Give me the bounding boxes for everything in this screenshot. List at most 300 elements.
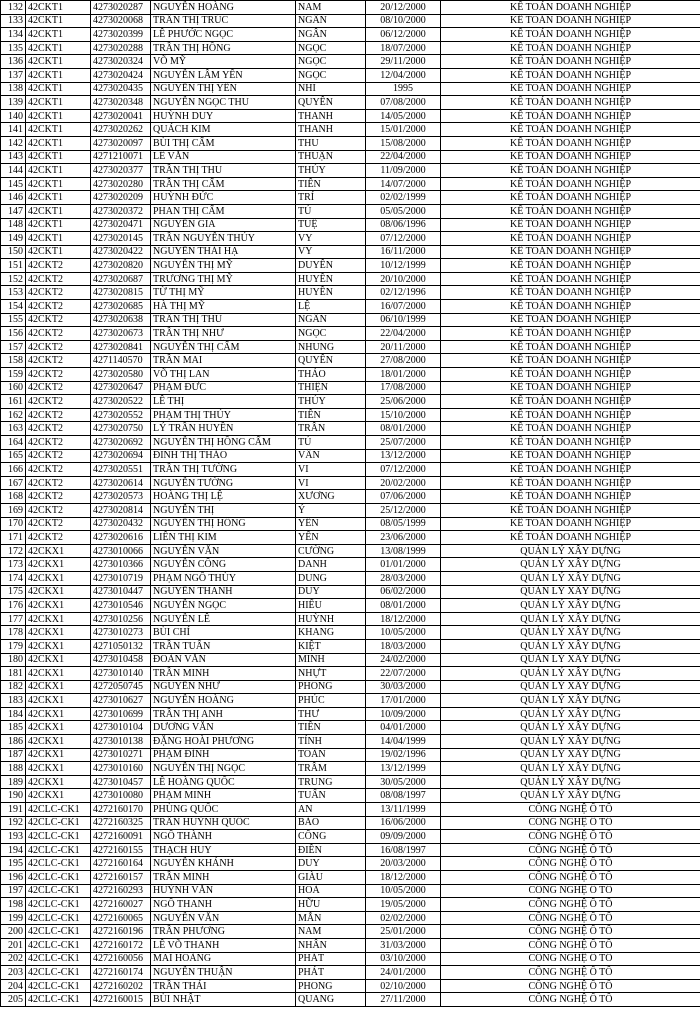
student-id-cell: 4273010719 — [91, 571, 151, 585]
first-name-cell: KIỆT — [296, 639, 366, 653]
birth-date-cell: 02/02/2000 — [366, 911, 441, 925]
birth-date-cell: 27/08/2000 — [366, 354, 441, 368]
class-code-cell: 42CKT2 — [26, 422, 91, 436]
major-cell: QUẢN LÝ XÂY DỰNG — [441, 762, 700, 776]
student-id-cell: 4273020647 — [91, 381, 151, 395]
student-id-cell: 4273020287 — [91, 1, 151, 15]
student-id-cell: 4272160056 — [91, 952, 151, 966]
first-name-cell: TUỆ — [296, 218, 366, 232]
major-cell: QUẢN LÝ XÂY DỰNG — [441, 544, 700, 558]
class-code-cell: 42CLC-CK1 — [26, 816, 91, 830]
table-row — [1, 368, 700, 382]
first-name-cell: YẾN — [296, 531, 366, 545]
major-cell: QUẢN LÝ XÂY DỰNG — [441, 612, 700, 626]
student-id-cell: 4273020692 — [91, 436, 151, 450]
student-id-cell: 4273010447 — [91, 585, 151, 599]
last-middle-name-cell: TRẦN THỊ THU — [151, 313, 296, 327]
first-name-cell: NGÂN — [296, 28, 366, 42]
major-cell: CÔNG NGHỆ Ô TÔ — [441, 993, 700, 1007]
birth-date-cell: 29/11/2000 — [366, 55, 441, 69]
first-name-cell: TIÊN — [296, 177, 366, 191]
student-id-cell: 4273020435 — [91, 82, 151, 96]
row-number-cell: 147 — [1, 204, 26, 218]
birth-date-cell: 06/02/2000 — [366, 585, 441, 599]
student-id-cell: 4273010273 — [91, 626, 151, 640]
table-row — [1, 721, 700, 735]
student-id-cell: 4273010066 — [91, 544, 151, 558]
birth-date-cell: 12/04/2000 — [366, 68, 441, 82]
birth-date-cell: 17/08/2000 — [366, 381, 441, 395]
class-code-cell: 42CKT1 — [26, 96, 91, 110]
birth-date-cell: 18/12/2000 — [366, 871, 441, 885]
class-code-cell: 42CKT2 — [26, 503, 91, 517]
table-row — [1, 28, 700, 42]
table-row — [1, 313, 700, 327]
last-middle-name-cell: TRƯƠNG THỊ MỸ — [151, 272, 296, 286]
table-row — [1, 204, 700, 218]
birth-date-cell: 03/10/2000 — [366, 952, 441, 966]
first-name-cell: THIỆN — [296, 381, 366, 395]
major-cell: KẾ TOÁN DOANH NGHIỆP — [441, 517, 700, 531]
first-name-cell: VY — [296, 245, 366, 259]
first-name-cell: AN — [296, 803, 366, 817]
row-number-cell: 182 — [1, 680, 26, 694]
table-row — [1, 150, 700, 164]
last-middle-name-cell: NGUYỄN GIA — [151, 218, 296, 232]
student-id-cell: 4273020262 — [91, 123, 151, 137]
last-middle-name-cell: NGUYỄN VĂN — [151, 911, 296, 925]
last-middle-name-cell: PHẠM THỊ THÚY — [151, 408, 296, 422]
row-number-cell: 139 — [1, 96, 26, 110]
major-cell: QUẢN LÝ XÂY DỰNG — [441, 585, 700, 599]
class-code-cell: 42CLC-CK1 — [26, 898, 91, 912]
first-name-cell: MINH — [296, 653, 366, 667]
student-id-cell: 4273010104 — [91, 721, 151, 735]
major-cell: QUẢN LÝ XÂY DỰNG — [441, 748, 700, 762]
first-name-cell: PHÁT — [296, 952, 366, 966]
row-number-cell: 136 — [1, 55, 26, 69]
birth-date-cell: 31/03/2000 — [366, 938, 441, 952]
major-cell: CÔNG NGHỆ Ô TÔ — [441, 952, 700, 966]
table-row — [1, 830, 700, 844]
birth-date-cell: 02/10/2000 — [366, 979, 441, 993]
major-cell: CÔNG NGHỆ Ô TÔ — [441, 884, 700, 898]
student-id-cell: 4272160065 — [91, 911, 151, 925]
table-row — [1, 408, 700, 422]
first-name-cell: KHANG — [296, 626, 366, 640]
major-cell: QUẢN LÝ XÂY DỰNG — [441, 707, 700, 721]
last-middle-name-cell: PHÙNG QUỐC — [151, 803, 296, 817]
student-id-cell: 4273020209 — [91, 191, 151, 205]
table-row — [1, 979, 700, 993]
table-row — [1, 925, 700, 939]
student-id-cell: 4273020041 — [91, 109, 151, 123]
table-row — [1, 503, 700, 517]
major-cell: KẾ TOÁN DOANH NGHIỆP — [441, 204, 700, 218]
class-code-cell: 42CLC-CK1 — [26, 966, 91, 980]
table-row — [1, 109, 700, 123]
last-middle-name-cell: LÝ TRẦN HUYỀN — [151, 422, 296, 436]
major-cell: KẾ TOÁN DOANH NGHIỆP — [441, 340, 700, 354]
last-middle-name-cell: BÙI NHẬT — [151, 993, 296, 1007]
student-id-cell: 4273020551 — [91, 463, 151, 477]
first-name-cell: THÚY — [296, 395, 366, 409]
major-cell: KẾ TOÁN DOANH NGHIỆP — [441, 300, 700, 314]
row-number-cell: 177 — [1, 612, 26, 626]
major-cell: KẾ TOÁN DOANH NGHIỆP — [441, 245, 700, 259]
table-row — [1, 177, 700, 191]
student-id-cell: 4273010458 — [91, 653, 151, 667]
last-middle-name-cell: NGÔ THÀNH — [151, 830, 296, 844]
class-code-cell: 42CKT2 — [26, 436, 91, 450]
first-name-cell: Ý — [296, 503, 366, 517]
class-code-cell: 42CKX1 — [26, 735, 91, 749]
first-name-cell: THU — [296, 136, 366, 150]
row-number-cell: 137 — [1, 68, 26, 82]
student-id-cell: 4273010457 — [91, 775, 151, 789]
last-middle-name-cell: TRẦN THỊ TRÚC — [151, 14, 296, 28]
first-name-cell: LỆ — [296, 300, 366, 314]
last-middle-name-cell: NGUYỄN THỊ HỒNG CẨM — [151, 436, 296, 450]
first-name-cell: NHUNG — [296, 340, 366, 354]
last-middle-name-cell: LÊ THỊ — [151, 395, 296, 409]
birth-date-cell: 18/12/2000 — [366, 612, 441, 626]
student-id-cell: 4271140570 — [91, 354, 151, 368]
table-row — [1, 680, 700, 694]
row-number-cell: 191 — [1, 803, 26, 817]
first-name-cell: HUYỀN — [296, 272, 366, 286]
table-row — [1, 993, 700, 1007]
major-cell: KẾ TOÁN DOANH NGHIỆP — [441, 395, 700, 409]
table-row — [1, 558, 700, 572]
table-row — [1, 259, 700, 273]
birth-date-cell: 20/12/2000 — [366, 1, 441, 15]
table-row — [1, 164, 700, 178]
first-name-cell: DUNG — [296, 571, 366, 585]
birth-date-cell: 13/12/2000 — [366, 449, 441, 463]
student-id-cell: 4273020399 — [91, 28, 151, 42]
birth-date-cell: 16/08/1997 — [366, 843, 441, 857]
student-id-cell: 4273010271 — [91, 748, 151, 762]
major-cell: KẾ TOÁN DOANH NGHIỆP — [441, 408, 700, 422]
major-cell: CÔNG NGHỆ Ô TÔ — [441, 803, 700, 817]
table-row — [1, 871, 700, 885]
row-number-cell: 186 — [1, 735, 26, 749]
birth-date-cell: 07/06/2000 — [366, 490, 441, 504]
student-id-cell: 4273020616 — [91, 531, 151, 545]
last-middle-name-cell: LÊ VĂN — [151, 150, 296, 164]
student-id-cell: 4273020372 — [91, 204, 151, 218]
student-id-cell: 4273020841 — [91, 340, 151, 354]
student-id-cell: 4273020432 — [91, 517, 151, 531]
table-row — [1, 422, 700, 436]
student-id-cell: 4273010256 — [91, 612, 151, 626]
birth-date-cell: 19/05/2000 — [366, 898, 441, 912]
major-cell: KẾ TOÁN DOANH NGHIỆP — [441, 150, 700, 164]
last-middle-name-cell: DƯƠNG VĂN — [151, 721, 296, 735]
major-cell: QUẢN LÝ XÂY DỰNG — [441, 639, 700, 653]
table-row — [1, 517, 700, 531]
student-id-cell: 4273020288 — [91, 41, 151, 55]
row-number-cell: 187 — [1, 748, 26, 762]
birth-date-cell: 25/06/2000 — [366, 395, 441, 409]
row-number-cell: 162 — [1, 408, 26, 422]
last-middle-name-cell: NGUYỄN THANH — [151, 585, 296, 599]
first-name-cell: PHÚC — [296, 694, 366, 708]
birth-date-cell: 14/04/1999 — [366, 735, 441, 749]
birth-date-cell: 15/01/2000 — [366, 123, 441, 137]
birth-date-cell: 08/08/1997 — [366, 789, 441, 803]
table-row — [1, 96, 700, 110]
class-code-cell: 42CKT1 — [26, 245, 91, 259]
class-code-cell: 42CLC-CK1 — [26, 925, 91, 939]
table-row — [1, 898, 700, 912]
table-row — [1, 585, 700, 599]
birth-date-cell: 02/12/1996 — [366, 286, 441, 300]
first-name-cell: PHONG — [296, 680, 366, 694]
class-code-cell: 42CKT1 — [26, 55, 91, 69]
row-number-cell: 199 — [1, 911, 26, 925]
table-row — [1, 884, 700, 898]
first-name-cell: QUYÊN — [296, 96, 366, 110]
class-code-cell: 42CKT2 — [26, 272, 91, 286]
class-code-cell: 42CKX1 — [26, 571, 91, 585]
class-code-cell: 42CKT2 — [26, 490, 91, 504]
last-middle-name-cell: NGUYỄN LÊ — [151, 612, 296, 626]
row-number-cell: 203 — [1, 966, 26, 980]
table-row — [1, 707, 700, 721]
row-number-cell: 145 — [1, 177, 26, 191]
class-code-cell: 42CKX1 — [26, 680, 91, 694]
row-number-cell: 184 — [1, 707, 26, 721]
birth-date-cell: 16/11/2000 — [366, 245, 441, 259]
class-code-cell: 42CKT2 — [26, 313, 91, 327]
table-row — [1, 14, 700, 28]
major-cell: KẾ TOÁN DOANH NGHIỆP — [441, 381, 700, 395]
student-id-cell: 4273010140 — [91, 667, 151, 681]
row-number-cell: 196 — [1, 871, 26, 885]
first-name-cell: HUỲNH — [296, 612, 366, 626]
first-name-cell: YẾN — [296, 517, 366, 531]
major-cell: QUẢN LÝ XÂY DỰNG — [441, 558, 700, 572]
major-cell: KẾ TOÁN DOANH NGHIỆP — [441, 218, 700, 232]
birth-date-cell: 24/01/2000 — [366, 966, 441, 980]
class-code-cell: 42CKX1 — [26, 612, 91, 626]
last-middle-name-cell: NGUYỄN HOÀNG — [151, 1, 296, 15]
major-cell: KẾ TOÁN DOANH NGHIỆP — [441, 313, 700, 327]
first-name-cell: GIÀU — [296, 871, 366, 885]
first-name-cell: THẢO — [296, 368, 366, 382]
birth-date-cell: 10/05/2000 — [366, 884, 441, 898]
table-row — [1, 354, 700, 368]
row-number-cell: 174 — [1, 571, 26, 585]
birth-date-cell: 19/02/1996 — [366, 748, 441, 762]
major-cell: KẾ TOÁN DOANH NGHIỆP — [441, 82, 700, 96]
row-number-cell: 178 — [1, 626, 26, 640]
first-name-cell: THƯ — [296, 707, 366, 721]
class-code-cell: 42CKT2 — [26, 286, 91, 300]
major-cell: KẾ TOÁN DOANH NGHIỆP — [441, 1, 700, 15]
row-number-cell: 204 — [1, 979, 26, 993]
student-id-cell: 4271210071 — [91, 150, 151, 164]
major-cell: QUẢN LÝ XÂY DỰNG — [441, 775, 700, 789]
table-row — [1, 232, 700, 246]
row-number-cell: 161 — [1, 395, 26, 409]
birth-date-cell: 25/07/2000 — [366, 436, 441, 450]
first-name-cell: ĐIỀN — [296, 843, 366, 857]
row-number-cell: 156 — [1, 327, 26, 341]
last-middle-name-cell: VÕ MỸ — [151, 55, 296, 69]
class-code-cell: 42CLC-CK1 — [26, 803, 91, 817]
birth-date-cell: 10/09/2000 — [366, 707, 441, 721]
first-name-cell: QUANG — [296, 993, 366, 1007]
class-code-cell: 42CKT1 — [26, 68, 91, 82]
row-number-cell: 157 — [1, 340, 26, 354]
birth-date-cell: 09/09/2000 — [366, 830, 441, 844]
major-cell: CÔNG NGHỆ Ô TÔ — [441, 830, 700, 844]
major-cell: QUẢN LÝ XÂY DỰNG — [441, 571, 700, 585]
last-middle-name-cell: ĐẶNG HOÀI PHƯƠNG — [151, 735, 296, 749]
row-number-cell: 146 — [1, 191, 26, 205]
class-code-cell: 42CLC-CK1 — [26, 993, 91, 1007]
major-cell: KẾ TOÁN DOANH NGHIỆP — [441, 422, 700, 436]
first-name-cell: TRÂM — [296, 762, 366, 776]
class-code-cell: 42CKT1 — [26, 41, 91, 55]
first-name-cell: XƯƠNG — [296, 490, 366, 504]
student-id-cell: 4272160202 — [91, 979, 151, 993]
class-code-cell: 42CKX1 — [26, 762, 91, 776]
row-number-cell: 192 — [1, 816, 26, 830]
student-id-cell: 4273020422 — [91, 245, 151, 259]
major-cell: KẾ TOÁN DOANH NGHIỆP — [441, 531, 700, 545]
last-middle-name-cell: LÊ VÕ THANH — [151, 938, 296, 952]
table-row — [1, 340, 700, 354]
student-id-cell: 4273020522 — [91, 395, 151, 409]
student-id-cell: 4273010546 — [91, 599, 151, 613]
birth-date-cell: 20/11/2000 — [366, 340, 441, 354]
first-name-cell: NGỌC — [296, 327, 366, 341]
last-middle-name-cell: TỪ THỊ MỸ — [151, 286, 296, 300]
last-middle-name-cell: NGUYỄN NGỌC THU — [151, 96, 296, 110]
row-number-cell: 154 — [1, 300, 26, 314]
table-row — [1, 476, 700, 490]
row-number-cell: 179 — [1, 639, 26, 653]
table-row — [1, 449, 700, 463]
last-middle-name-cell: NGUYỄN KHÁNH — [151, 857, 296, 871]
first-name-cell: HIẾU — [296, 599, 366, 613]
student-id-cell: 4273020573 — [91, 490, 151, 504]
last-middle-name-cell: NGUYỄN THỊ — [151, 503, 296, 517]
birth-date-cell: 23/06/2000 — [366, 531, 441, 545]
table-row — [1, 272, 700, 286]
last-middle-name-cell: NGUYỄN VĂN — [151, 544, 296, 558]
birth-date-cell: 14/05/2000 — [366, 109, 441, 123]
student-id-cell: 4273020673 — [91, 327, 151, 341]
birth-date-cell: 22/04/2000 — [366, 327, 441, 341]
major-cell: CÔNG NGHỆ Ô TÔ — [441, 871, 700, 885]
birth-date-cell: 25/12/2000 — [366, 503, 441, 517]
major-cell: KẾ TOÁN DOANH NGHIỆP — [441, 14, 700, 28]
row-number-cell: 188 — [1, 762, 26, 776]
class-code-cell: 42CKT2 — [26, 517, 91, 531]
last-middle-name-cell: TRẦN HUỲNH QUỐC — [151, 816, 296, 830]
student-id-cell: 4273020750 — [91, 422, 151, 436]
first-name-cell: DUY — [296, 857, 366, 871]
class-code-cell: 42CKT2 — [26, 327, 91, 341]
first-name-cell: TÚ — [296, 204, 366, 218]
table-row — [1, 544, 700, 558]
student-id-cell: 4272160027 — [91, 898, 151, 912]
row-number-cell: 164 — [1, 436, 26, 450]
birth-date-cell: 17/01/2000 — [366, 694, 441, 708]
class-code-cell: 42CKX1 — [26, 789, 91, 803]
student-id-cell: 4273020687 — [91, 272, 151, 286]
table-row — [1, 938, 700, 952]
class-code-cell: 42CKT2 — [26, 381, 91, 395]
row-number-cell: 143 — [1, 150, 26, 164]
major-cell: CÔNG NGHỆ Ô TÔ — [441, 925, 700, 939]
table-row — [1, 286, 700, 300]
last-middle-name-cell: NGUYỄN THỊ CẨM — [151, 340, 296, 354]
row-number-cell: 175 — [1, 585, 26, 599]
class-code-cell: 42CLC-CK1 — [26, 938, 91, 952]
last-middle-name-cell: TRẦN NGUYỄN THÚY — [151, 232, 296, 246]
major-cell: KẾ TOÁN DOANH NGHIỆP — [441, 191, 700, 205]
student-id-cell: 4273020348 — [91, 96, 151, 110]
birth-date-cell: 20/03/2000 — [366, 857, 441, 871]
first-name-cell: NGỌC — [296, 41, 366, 55]
row-number-cell: 190 — [1, 789, 26, 803]
class-code-cell: 42CKX1 — [26, 639, 91, 653]
table-row — [1, 911, 700, 925]
class-code-cell: 42CKT2 — [26, 259, 91, 273]
class-code-cell: 42CKT2 — [26, 354, 91, 368]
last-middle-name-cell: TRẦN THỊ HỒNG — [151, 41, 296, 55]
row-number-cell: 173 — [1, 558, 26, 572]
table-row — [1, 463, 700, 477]
birth-date-cell: 30/05/2000 — [366, 775, 441, 789]
table-row — [1, 857, 700, 871]
first-name-cell: TRÂN — [296, 422, 366, 436]
last-middle-name-cell: NGUYỄN HOÀNG — [151, 694, 296, 708]
student-id-cell: 4272160164 — [91, 857, 151, 871]
last-middle-name-cell: NGUYỄN LÂM YẾN — [151, 68, 296, 82]
student-id-cell: 4272160170 — [91, 803, 151, 817]
table-row — [1, 626, 700, 640]
table-row — [1, 612, 700, 626]
table-row — [1, 395, 700, 409]
student-id-cell: 4273020552 — [91, 408, 151, 422]
last-middle-name-cell: MAI HOÀNG — [151, 952, 296, 966]
row-number-cell: 141 — [1, 123, 26, 137]
table-row — [1, 789, 700, 803]
last-middle-name-cell: TRẦN THỊ CẨM — [151, 177, 296, 191]
major-cell: KẾ TOÁN DOANH NGHIỆP — [441, 503, 700, 517]
student-id-cell: 4273020280 — [91, 177, 151, 191]
row-number-cell: 194 — [1, 843, 26, 857]
last-middle-name-cell: HUỲNH DUY — [151, 109, 296, 123]
major-cell: KẾ TOÁN DOANH NGHIỆP — [441, 41, 700, 55]
major-cell: CÔNG NGHỆ Ô TÔ — [441, 938, 700, 952]
student-id-cell: 4273020145 — [91, 232, 151, 246]
class-code-cell: 42CKT2 — [26, 463, 91, 477]
first-name-cell: THUẬN — [296, 150, 366, 164]
major-cell: KẾ TOÁN DOANH NGHIỆP — [441, 123, 700, 137]
first-name-cell: DANH — [296, 558, 366, 572]
birth-date-cell: 16/07/2000 — [366, 300, 441, 314]
student-id-cell: 4273010160 — [91, 762, 151, 776]
row-number-cell: 150 — [1, 245, 26, 259]
